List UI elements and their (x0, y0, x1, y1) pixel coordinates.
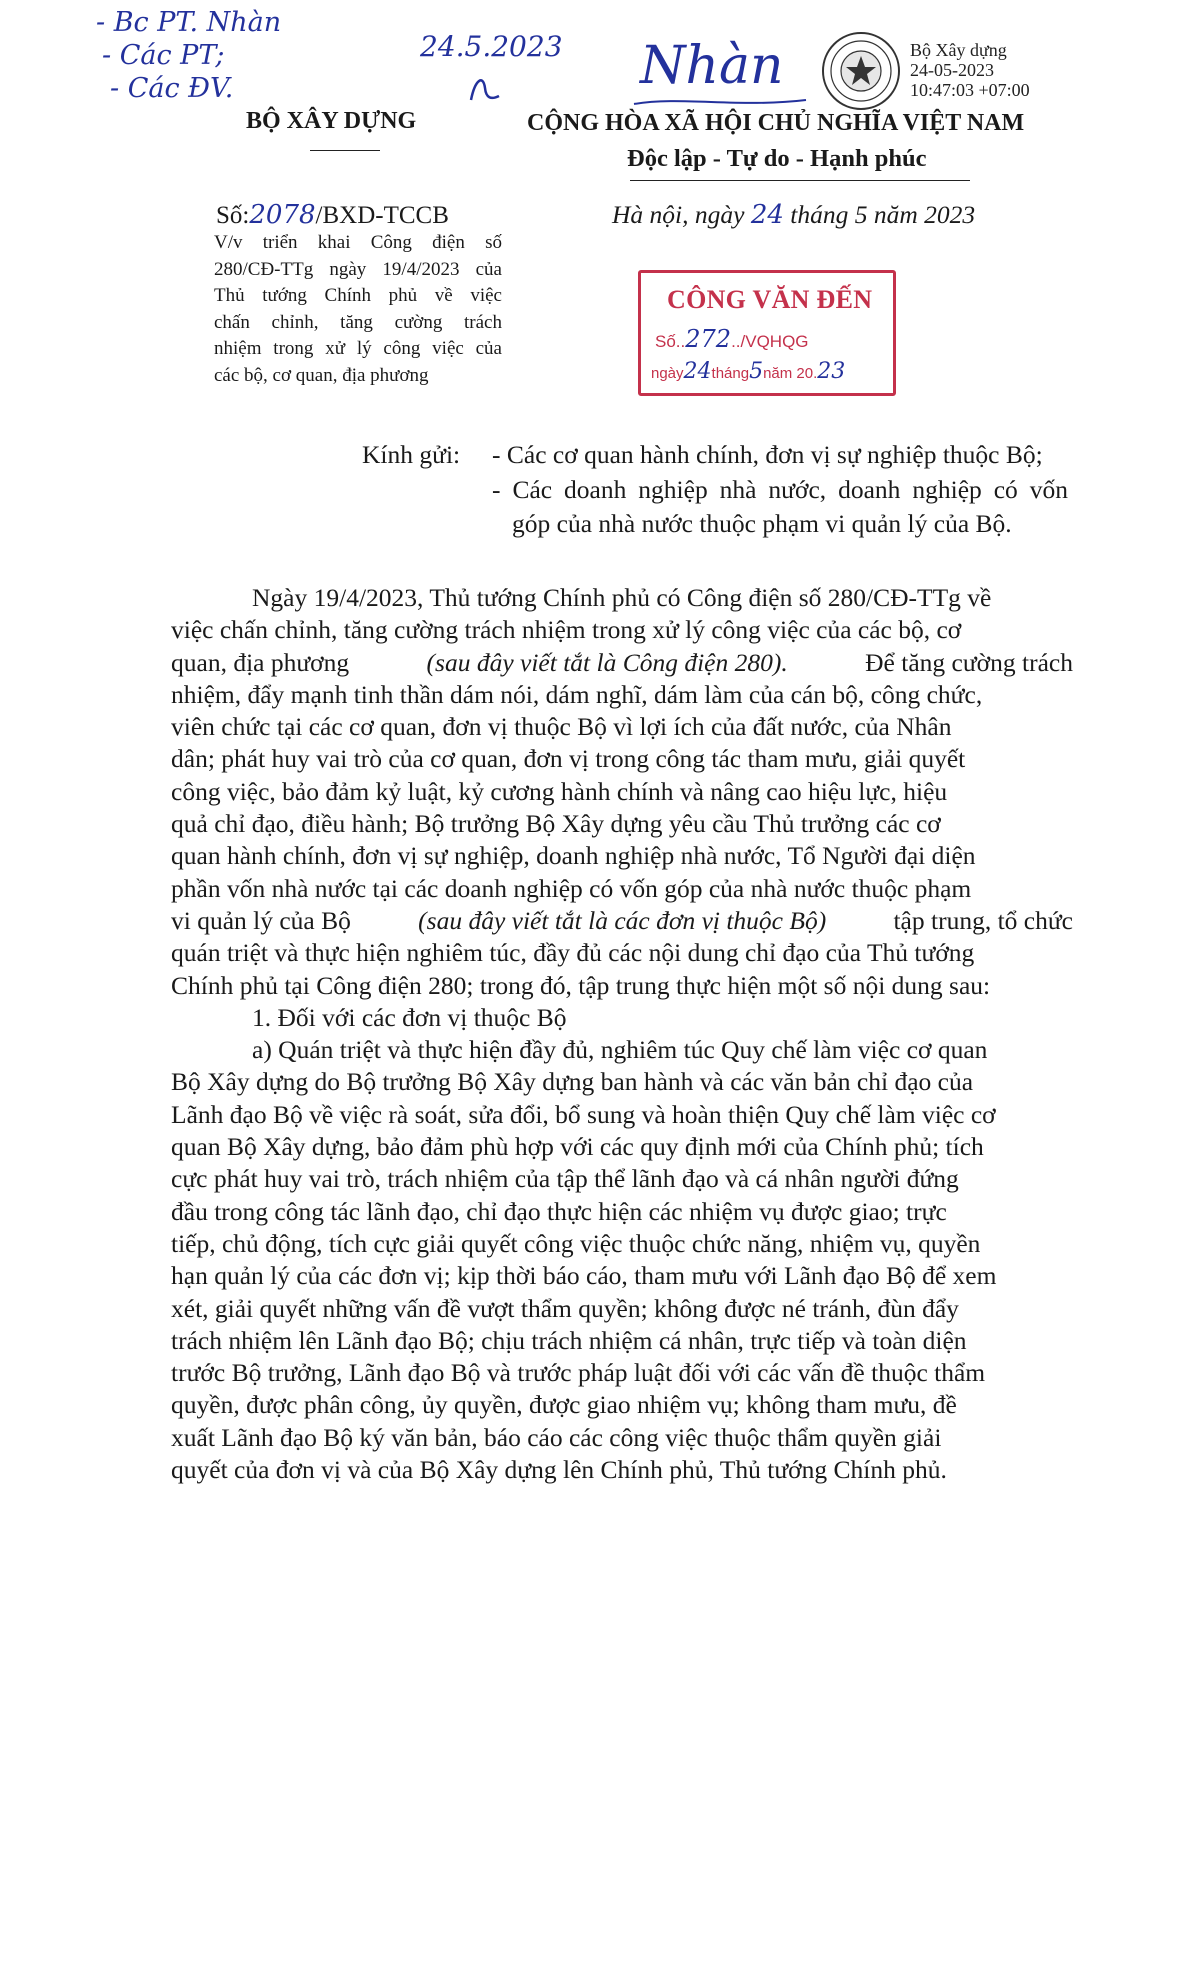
body-line: dân; phát huy vai trò của cơ quan, đơn vị trong công tác tham mưu, giải quyết (171, 744, 966, 774)
body-paragraph (171, 582, 1073, 1486)
subject-line: nhiệm trong xử lý công việc của (214, 338, 502, 359)
signature-date: 24-05-2023 (910, 60, 994, 80)
body-line: phần vốn nhà nước tại các doanh nghiệp có vốn góp của nhà nước thuộc phạm (171, 873, 972, 903)
body-line: a) Quán triệt và thực hiện đầy đủ, nghiêm túc Quy chế làm việc cơ quan (252, 1035, 988, 1065)
routing-line: - Các ĐV. (110, 73, 234, 104)
recipient-line: - Các cơ quan hành chính, đơn vị sự nghiệp thuộc Bộ; (492, 440, 1043, 469)
emblem-seal-icon (820, 30, 902, 112)
body-line: quyết của đơn vị và của Bộ Xây dựng lên Chính phủ, Thủ tướng Chính phủ. (171, 1455, 947, 1485)
routing-line: - Các PT; (102, 40, 225, 71)
body-line: Bộ Xây dựng do Bộ trưởng Bộ Xây dựng ban hành và các văn bản chỉ đạo của (171, 1067, 974, 1097)
body-line: quán triệt và thực hiện nghiêm túc, đầy đủ các nội dung chỉ đạo của Thủ tướng (171, 938, 975, 968)
document-subject (214, 230, 502, 389)
day-handwritten: 24 (750, 200, 784, 230)
body-line: quan Bộ Xây dựng, bảo đảm phù hợp với các quy định mới của Chính phủ; tích (171, 1132, 984, 1162)
body-line: Ngày 19/4/2023, Thủ tướng Chính phủ có Công điện số 280/CĐ-TTg về (252, 583, 992, 612)
routing-line: - Bc PT. Nhàn (96, 7, 282, 38)
document-number (216, 200, 449, 230)
issuer-name: BỘ XÂY DỰNG (246, 108, 417, 134)
place-date (612, 200, 975, 230)
stamp-number-suffix: ../VQHQG (731, 332, 809, 351)
body-text: tập trung, tổ chức (893, 905, 1073, 935)
signature-underline (630, 92, 810, 112)
place-date-prefix: Hà nội, ngày (612, 200, 745, 229)
stamp-month-label: tháng (711, 365, 750, 382)
number-suffix: /BXD-TCCB (315, 202, 449, 229)
issuer-underline (310, 150, 380, 151)
body-line: Lãnh đạo Bộ về việc rà soát, sửa đổi, bổ sung và hoàn thiện Quy chế làm việc cơ (171, 1099, 996, 1129)
body-italic: (sau đây viết tắt là các đơn vị thuộc Bộ) (418, 905, 827, 935)
stamp-number-line (655, 325, 809, 353)
body-line: tiếp, chủ động, tích cực giải quyết công việc thuộc chức năng, nhiệm vụ, quyền (171, 1228, 981, 1258)
body-line: quả chỉ đạo, điều hành; Bộ trưởng Bộ Xây dựng yêu cầu Thủ trưởng các cơ (171, 809, 941, 839)
stamp-date-prefix: ngày (651, 365, 684, 382)
body-line: hạn quản lý của các đơn vị; kịp thời báo cáo, tham mưu với Lãnh đạo Bộ để xem (171, 1261, 997, 1291)
subject-line: các bộ, cơ quan, địa phương (214, 364, 429, 386)
body-line: viên chức tại các cơ quan, đơn vị thuộc Bộ vì lợi ích của đất nước, của Nhân (171, 712, 952, 742)
body-line: quan hành chính, đơn vị sự nghiệp, doanh nghiệp nhà nước, Tổ Người đại diện (171, 841, 976, 871)
body-line-mixed (171, 905, 1073, 937)
body-text: vi quản lý của Bộ (171, 905, 351, 935)
stamp-date-line (651, 359, 845, 384)
body-line: trách nhiệm lên Lãnh đạo Bộ; chịu trách nhiệm cá nhân, trực tiếp và toàn diện (171, 1325, 967, 1355)
handwritten-routing-note (96, 6, 356, 105)
signature-time: 10:47:03 +07:00 (910, 80, 1030, 100)
body-text: quan, địa phương (171, 647, 350, 677)
body-line: đầu trong công tác lãnh đạo, chỉ đạo thực hiện các nhiệm vụ được giao; trực (171, 1196, 947, 1226)
handwritten-date: 24.5.2023 (420, 30, 563, 63)
handwritten-signature: Nhàn (640, 36, 784, 96)
number-prefix: Số: (216, 202, 250, 229)
stamp-number-prefix: Số.. (655, 332, 686, 351)
recipients-label: Kính gửi: (362, 440, 461, 469)
body-line: cực phát huy vai trò, trách nhiệm của tập thể lãnh đạo và cá nhân người đứng (171, 1164, 959, 1194)
subject-line: V/v triển khai Công điện số (214, 232, 502, 253)
stamp-number-handwritten: 272 (685, 325, 732, 353)
digital-signature-info (910, 40, 1030, 100)
body-line: xuất Lãnh đạo Bộ ký văn bản, báo cáo các công việc thuộc thẩm quyền giải (171, 1422, 942, 1452)
body-line: xét, giải quyết những vấn đề vượt thẩm quyền; không được né tránh, đùn đẩy (171, 1293, 959, 1323)
stamp-date-month: 5 (749, 359, 764, 384)
subject-line: chấn chỉnh, tăng cường trách (214, 311, 502, 333)
motto-underline (630, 180, 970, 181)
stamp-date-year: 23 (817, 359, 846, 384)
subject-line: Thủ tướng Chính phủ về việc (214, 285, 502, 306)
handwritten-initial-mark (465, 70, 505, 110)
body-line: Chính phủ tại Công điện 280; trong đó, tập trung thực hiện một số nội dung sau: (171, 970, 991, 1000)
country-name: CỘNG HÒA XÃ HỘI CHỦ NGHĨA VIỆT NAM (527, 110, 1025, 136)
body-line: việc chấn chỉnh, tăng cường trách nhiệm trong xử lý công việc của các bộ, cơ (171, 615, 962, 645)
body-line: nhiệm, đẩy mạnh tinh thần dám nói, dám nghĩ, dám làm của cán bộ, công chức, (171, 679, 983, 709)
place-date-suffix: tháng 5 năm 2023 (790, 200, 976, 229)
body-line: trước Bộ trưởng, Lãnh đạo Bộ và trước pháp luật đối với các vấn đề thuộc thẩm (171, 1358, 986, 1388)
stamp-year-label: năm 20. (763, 365, 818, 382)
signer-name: Bộ Xây dựng (910, 40, 1007, 60)
recipient-line: - Các doanh nghiệp nhà nước, doanh nghiệp có vốn (492, 475, 1068, 504)
stamp-date-day: 24 (683, 359, 712, 384)
body-italic: (sau đây viết tắt là Công điện 280). (426, 647, 788, 677)
section-heading: 1. Đối với các đơn vị thuộc Bộ (252, 1002, 567, 1032)
recipient-line: góp của nhà nước thuộc phạm vi quản lý của Bộ. (512, 509, 1012, 538)
number-handwritten: 2078 (249, 200, 316, 230)
stamp-title: CÔNG VĂN ĐẾN (667, 285, 873, 314)
body-text: Để tăng cường trách (865, 647, 1073, 677)
body-line: công việc, bảo đảm kỷ luật, kỷ cương hành chính và nâng cao hiệu lực, hiệu (171, 776, 948, 806)
body-line: quyền, được phân công, ủy quyền, được giao nhiệm vụ; không tham mưu, đề (171, 1390, 957, 1420)
national-motto: Độc lập - Tự do - Hạnh phúc (627, 145, 927, 172)
incoming-document-stamp (638, 270, 896, 396)
subject-line: 280/CĐ-TTg ngày 19/4/2023 của (214, 258, 502, 280)
body-line-mixed (171, 647, 1073, 679)
